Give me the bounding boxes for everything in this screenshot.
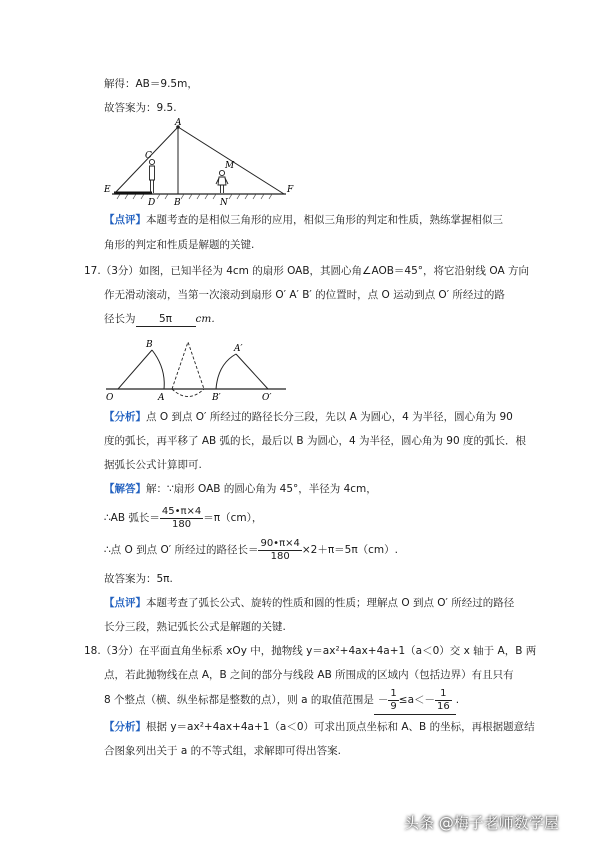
figure-16-similar-triangles <box>100 118 300 206</box>
path-denominator: 180 <box>270 550 290 562</box>
solution17-arc-post: ＝π（cm）， <box>203 512 263 524</box>
solution17-arc-line <box>104 504 262 532</box>
fig16-label-n: N <box>220 198 228 206</box>
solution17-arc-pre: ∴AB 弧长＝ <box>104 512 160 524</box>
analysis18-text-1: 根据 y＝ax²+4ax+4a+1（a＜0）可求出顶点坐标和 A、B 的坐标，再根据题意结 <box>146 721 535 733</box>
q18-frac2-num: 1 <box>435 688 452 701</box>
q18-frac1-den: 9 <box>390 700 397 712</box>
review17-line-1 <box>104 596 514 610</box>
fig17-label-o-prime: O′ <box>262 393 272 403</box>
fig17-label-a: A <box>158 393 165 403</box>
fig16-label-b: B <box>174 198 181 206</box>
fig17-label-a-prime: A′ <box>234 344 243 354</box>
review16-line-1 <box>104 213 503 227</box>
fig16-label-d: D <box>148 198 156 206</box>
analysis18-line-2: 合图象列出关于 a 的不等式组，求解即可得出答案. <box>104 745 341 757</box>
fig16-label-a: A <box>175 118 182 128</box>
q17-line-2: 作无滑动滚动，当第一次滚动到扇形 O′ A′ B′ 的位置时，点 O 运动到点 O′ 所经过的路 <box>104 289 505 301</box>
q18-frac1-num: 1 <box>390 687 397 699</box>
q18-answer <box>374 686 456 715</box>
solution17-final: 故答案为：5π. <box>104 573 173 585</box>
fig17-label-o: O <box>106 393 114 403</box>
solution17-arc-fraction <box>160 506 203 531</box>
q17-answer: 5π <box>136 312 196 327</box>
analysis17-tag: 【分析】 <box>104 411 146 423</box>
solution17-path-line <box>104 536 398 564</box>
fig16-label-c: C <box>145 151 152 161</box>
review17-tag: 【点评】 <box>104 597 146 609</box>
review17-line-2: 长分三段，熟记弧长公式是解题的关键. <box>104 621 286 633</box>
solution17-line-1 <box>104 482 377 496</box>
q18-line-1: 18.（3分）在平面直角坐标系 xOy 中，抛物线 y＝ax²+4ax+4a+1（a＜0）交 x 轴于 A，B 两 <box>84 645 537 657</box>
q18-frac-2 <box>435 688 452 713</box>
arc-numerator: 45•π×4 <box>161 505 202 517</box>
q18-line-2: 点，若此抛物线在点 A，B 之间的部分与线段 AB 所围成的区域内（包括边界）有且只有 <box>104 669 514 681</box>
q17-line3-pre: 径长为 <box>104 313 136 325</box>
q18-line3-post: . <box>455 694 460 706</box>
analysis17-line-3: 据弧长公式计算即可. <box>104 459 202 471</box>
prev-solution-line-2: 故答案为：9.5. <box>104 102 177 114</box>
q18-frac-1 <box>388 688 398 713</box>
path-numerator: 90•π×4 <box>260 537 300 549</box>
fig16-label-f: F <box>287 185 294 195</box>
fig17-label-b-prime: B′ <box>212 393 221 403</box>
q18-frac2-den: 16 <box>437 700 450 712</box>
fig16-label-e: E <box>104 185 111 195</box>
q18-line-3 <box>104 686 459 715</box>
analysis17-line-1 <box>104 410 513 424</box>
prev-solution-line-1: 解得：AB＝9.5m， <box>104 78 198 90</box>
q17-line-1: 17.（3分）如图，已知半径为 4cm 的扇形 OAB，其圆心角∠AOB＝45°，将它沿射线 OA 方向 <box>84 265 529 277</box>
solution17-text-1: 解：∵扇形 OAB 的圆心角为 45°，半径为 4cm， <box>146 483 377 495</box>
analysis17-line-2: 度的弧长，再平移了 AB 弧的长，最后以 B 为圆心，4 为半径，圆心角为 90 度的弧长．根 <box>104 435 526 447</box>
q17-line3-post: cm. <box>195 313 215 325</box>
fig17-label-b: B <box>146 340 153 350</box>
q18-ans-mid: ≤a＜－ <box>398 694 435 706</box>
q17-line-3 <box>104 312 215 327</box>
solution17-path-pre: ∴点 O 到点 O′ 所经过的路径长＝ <box>104 544 259 556</box>
analysis18-tag: 【分析】 <box>104 721 146 733</box>
review17-text-1: 本题考查了弧长公式、旋转的性质和圆的性质；理解点 O 到点 O′ 所经过的路径 <box>146 597 515 609</box>
review16-text-1: 本题考查的是相似三角形的应用，相似三角形的判定和性质，熟练掌握相似三 <box>146 214 503 226</box>
review16-line-2: 角形的判定和性质是解题的关键. <box>104 239 255 251</box>
fig16-label-m: M <box>225 161 235 171</box>
solution17-path-post: ×2＋π＝5π（cm）. <box>301 544 398 556</box>
solution17-path-fraction <box>258 538 301 563</box>
figure-17-rolling-sector <box>100 334 292 404</box>
q18-ans-minus: － <box>377 694 389 706</box>
arc-denominator: 180 <box>172 518 192 530</box>
analysis18-line-1 <box>104 720 535 734</box>
analysis17-text-1: 点 O 到点 O′ 所经过的路径长分三段，先以 A 为圆心，4 为半径，圆心角为 90 <box>146 411 513 423</box>
review16-tag: 【点评】 <box>104 214 146 226</box>
q18-line3-pre: 8 个整点（横、纵坐标都是整数的点），则 a 的取值范围是 <box>104 694 374 706</box>
solution17-tag: 【解答】 <box>104 483 146 495</box>
watermark-text: 头条 @梅子老师数学屋 <box>404 814 559 832</box>
